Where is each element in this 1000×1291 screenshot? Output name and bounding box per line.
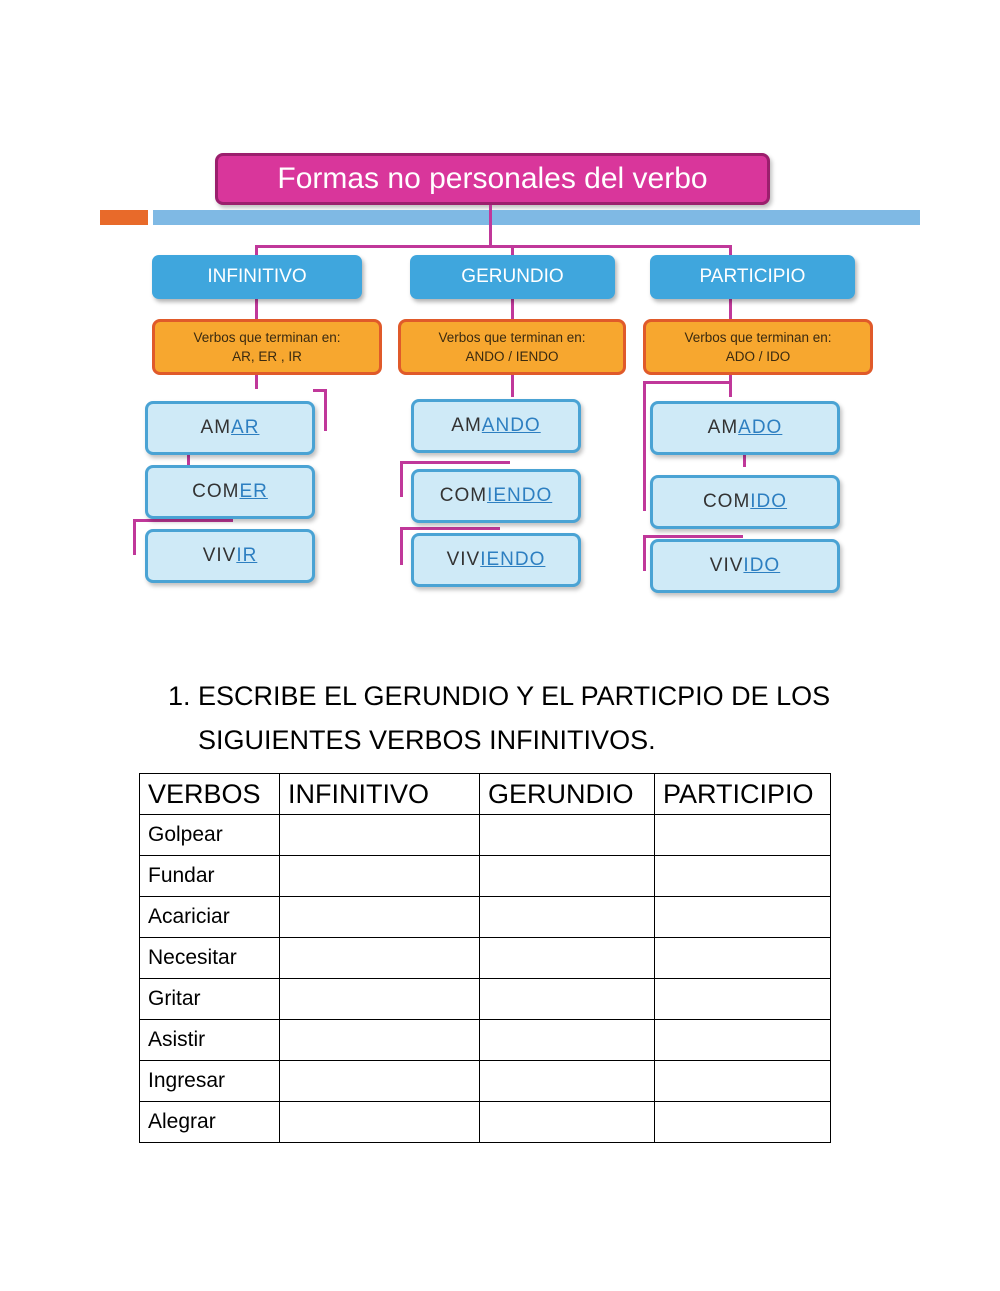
instruction (168, 674, 868, 762)
diagram-title: Formas no personales del verbo (215, 153, 770, 205)
verb-stem: AM (451, 415, 482, 436)
infinitivo-answer-cell[interactable] (280, 897, 480, 938)
table-row (140, 1020, 831, 1061)
rule-endings: ANDO / IENDO (465, 349, 559, 364)
verb-cell: Golpear (140, 815, 280, 856)
gerundio-answer-cell[interactable] (480, 1102, 655, 1143)
participio-answer-cell[interactable] (655, 979, 831, 1020)
table-row (140, 979, 831, 1020)
gerundio-answer-cell[interactable] (480, 897, 655, 938)
participio-answer-cell[interactable] (655, 1020, 831, 1061)
gerundio-answer-cell[interactable] (480, 815, 655, 856)
participio-answer-cell[interactable] (655, 815, 831, 856)
header-gerundio: GERUNDIO (480, 774, 655, 815)
connector-line (400, 461, 403, 497)
connector-line (643, 535, 646, 571)
verb-cell: Ingresar (140, 1061, 280, 1102)
rule-line: Verbos que terminan en: (684, 330, 832, 345)
connector-line (324, 389, 327, 431)
table-header-row (140, 774, 831, 815)
connector-line (255, 375, 258, 389)
verb-cell: Gritar (140, 979, 280, 1020)
instruction-line: ESCRIBE EL GERUNDIO Y EL PARTICPIO DE LOS (198, 681, 831, 711)
header-participio: PARTICIPIO (655, 774, 831, 815)
connector-line (511, 375, 514, 397)
connector-line (133, 519, 136, 555)
infinitivo-answer-cell[interactable] (280, 979, 480, 1020)
table-row (140, 1061, 831, 1102)
instruction-text (198, 674, 830, 762)
verbs-table (139, 773, 831, 1143)
rule-line: Verbos que terminan en: (193, 330, 341, 345)
verb-cell: Acariciar (140, 897, 280, 938)
participio-answer-cell[interactable] (655, 1102, 831, 1143)
infinitivo-answer-cell[interactable] (280, 938, 480, 979)
connector-line (643, 381, 731, 384)
rule-infinitivo (152, 319, 382, 375)
participio-answer-cell[interactable] (655, 897, 831, 938)
infinitivo-answer-cell[interactable] (280, 1061, 480, 1102)
verb-suffix: AR (231, 417, 260, 438)
infinitivo-answer-cell[interactable] (280, 1102, 480, 1143)
verb-stem: AM (200, 417, 232, 438)
connector-line (643, 535, 743, 538)
verb-suffix: ADO (738, 417, 783, 438)
verb-box-vivido (650, 539, 840, 593)
verb-box-amado (650, 401, 840, 455)
table-row (140, 938, 831, 979)
verb-forms-diagram (95, 145, 925, 605)
infinitivo-answer-cell[interactable] (280, 856, 480, 897)
verb-cell: Fundar (140, 856, 280, 897)
verb-stem: COM (192, 481, 240, 502)
connector-line (255, 299, 258, 319)
verb-suffix: IENDO (480, 549, 546, 570)
verb-suffix: IDO (743, 555, 781, 576)
verb-cell: Asistir (140, 1020, 280, 1061)
connector-line (400, 527, 500, 530)
verb-suffix: IR (236, 545, 258, 566)
verb-stem: VIV (709, 555, 744, 576)
verb-box-comiendo (411, 469, 581, 523)
verb-stem: AM (707, 417, 739, 438)
infinitivo-answer-cell[interactable] (280, 815, 480, 856)
infinitivo-answer-cell[interactable] (280, 1020, 480, 1061)
category-participio: PARTICIPIO (650, 255, 855, 299)
table-row (140, 1102, 831, 1143)
participio-answer-cell[interactable] (655, 856, 831, 897)
verb-cell: Necesitar (140, 938, 280, 979)
rule-endings: ADO / IDO (725, 349, 791, 364)
verb-suffix: ANDO (481, 415, 541, 436)
connector-line (729, 299, 732, 319)
table-row (140, 815, 831, 856)
rule-line: Verbos que terminan en: (438, 330, 586, 345)
verb-stem: COM (702, 491, 751, 512)
rule-participio (643, 319, 873, 375)
verb-box-vivir (145, 529, 315, 583)
verb-box-comer (145, 465, 315, 519)
gerundio-answer-cell[interactable] (480, 1061, 655, 1102)
connector-line (255, 245, 731, 248)
orange-accent-bar (100, 210, 148, 225)
gerundio-answer-cell[interactable] (480, 979, 655, 1020)
rule-endings: AR, ER , IR (232, 349, 302, 364)
gerundio-answer-cell[interactable] (480, 1020, 655, 1061)
connector-line (643, 381, 646, 511)
instruction-line: SIGUIENTES VERBOS INFINITIVOS. (198, 725, 656, 755)
gerundio-answer-cell[interactable] (480, 856, 655, 897)
instruction-number: 1. (168, 681, 191, 711)
blue-accent-bar (153, 210, 920, 225)
verb-stem: VIV (202, 545, 237, 566)
verb-stem: VIV (446, 549, 481, 570)
verb-box-viviendo (411, 533, 581, 587)
rule-gerundio (398, 319, 626, 375)
verb-suffix: IDO (750, 491, 788, 512)
connector-line (489, 205, 492, 247)
connector-line (729, 375, 732, 397)
verb-box-amando (411, 399, 581, 453)
header-verbos: VERBOS (140, 774, 280, 815)
verb-suffix: IENDO (487, 485, 553, 506)
table-row (140, 856, 831, 897)
participio-answer-cell[interactable] (655, 1061, 831, 1102)
connector-line (133, 519, 233, 522)
verb-stem: COM (439, 485, 488, 506)
verb-suffix: ER (239, 481, 268, 502)
gerundio-answer-cell[interactable] (480, 938, 655, 979)
category-gerundio: GERUNDIO (410, 255, 615, 299)
connector-line (511, 299, 514, 319)
verb-box-comido (650, 475, 840, 529)
table-row (140, 897, 831, 938)
connector-line (400, 527, 403, 565)
header-infinitivo: INFINITIVO (280, 774, 480, 815)
verb-box-amar (145, 401, 315, 455)
connector-line (400, 461, 510, 464)
participio-answer-cell[interactable] (655, 938, 831, 979)
verb-cell: Alegrar (140, 1102, 280, 1143)
category-infinitivo: INFINITIVO (152, 255, 362, 299)
